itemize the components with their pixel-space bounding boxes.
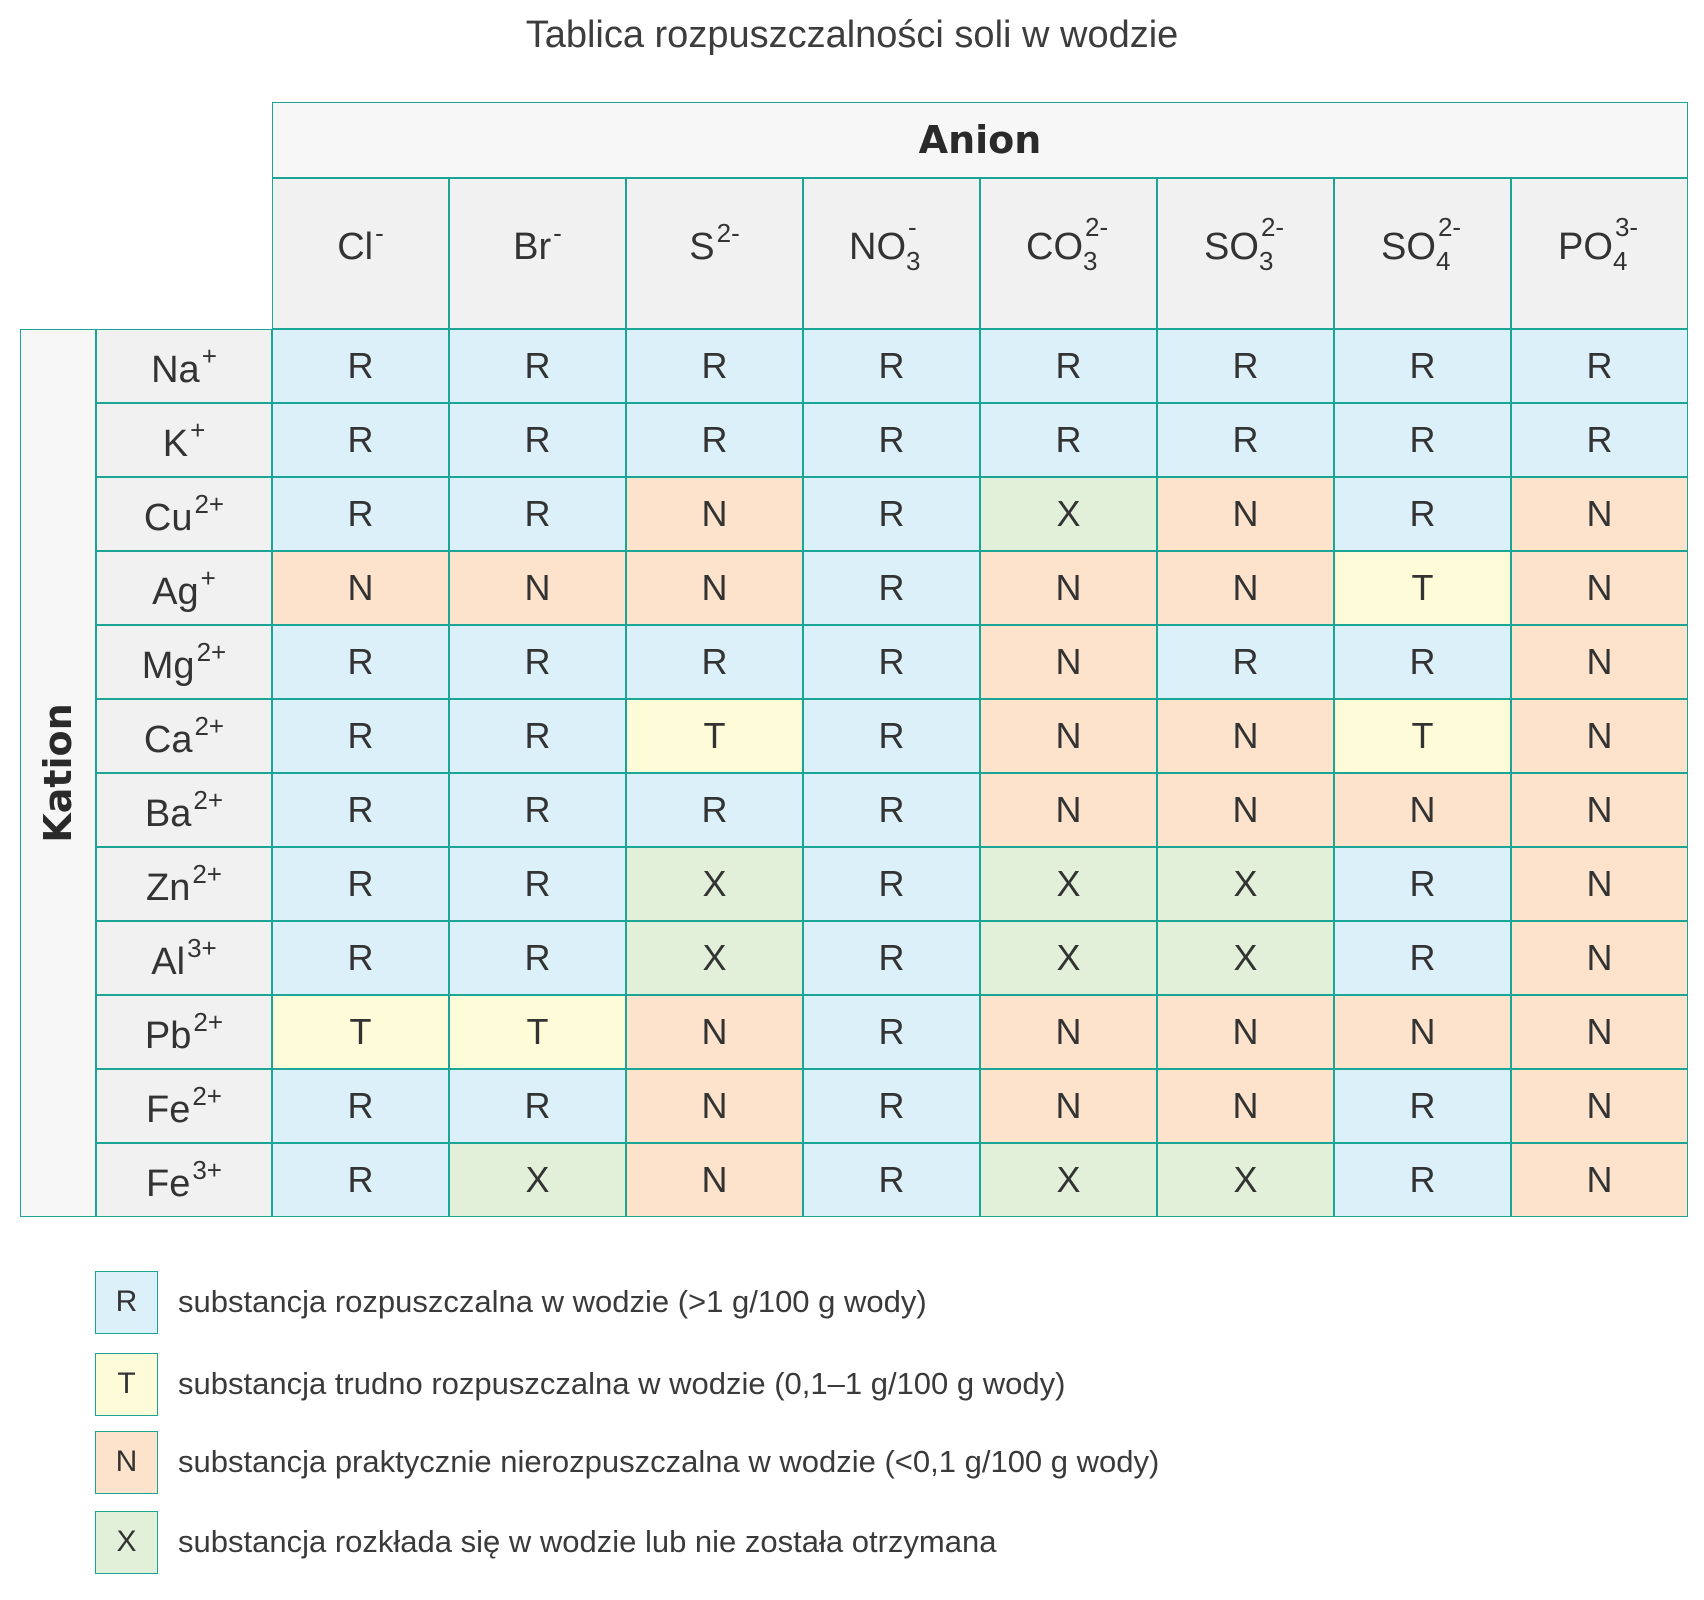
table-cell: R <box>803 773 980 847</box>
table-cell: N <box>1511 551 1688 625</box>
table-cell: R <box>449 477 626 551</box>
cation-base: Cu <box>143 496 193 539</box>
table-cell: T <box>1334 551 1511 625</box>
table-cell: X <box>980 1143 1157 1217</box>
anion-base: NO <box>849 226 906 268</box>
anion-charge: 3- <box>1614 212 1639 242</box>
anion-base: Br <box>513 226 552 268</box>
table-cell: T <box>272 995 449 1069</box>
table-cell: R <box>272 477 449 551</box>
table-cell: R <box>1334 403 1511 477</box>
cation-charge: 2+ <box>192 858 222 889</box>
anion-formula <box>689 218 740 269</box>
table-cell: R <box>803 1069 980 1143</box>
table-cell: R <box>449 403 626 477</box>
table-cell: R <box>803 847 980 921</box>
table-cell: R <box>272 847 449 921</box>
cation-header-cell <box>96 1069 272 1143</box>
cation-formula <box>145 1080 222 1132</box>
anion-formula <box>337 218 384 269</box>
anion-formula <box>849 212 934 276</box>
table-cell: R <box>272 699 449 773</box>
table-cell: X <box>1157 921 1334 995</box>
cation-charge: 2+ <box>192 1080 222 1111</box>
anion-charge: 2- <box>1437 212 1462 242</box>
table-cell: R <box>272 1069 449 1143</box>
table-cell: R <box>449 1069 626 1143</box>
anion-subscript: 4 <box>1612 246 1628 276</box>
table-cell: R <box>272 329 449 403</box>
table-cell: X <box>980 477 1157 551</box>
table-cell: N <box>1511 921 1688 995</box>
table-cell: R <box>626 625 803 699</box>
table-cell: R <box>626 329 803 403</box>
cation-base: Ca <box>143 718 193 761</box>
anion-formula <box>1381 212 1464 276</box>
table-cell: R <box>1511 403 1688 477</box>
table-cell: N <box>980 625 1157 699</box>
table-cell: R <box>272 625 449 699</box>
table-cell: R <box>1334 329 1511 403</box>
anion-charge-stack <box>906 212 934 276</box>
cation-base: Ba <box>144 792 192 835</box>
cation-header-cell <box>96 625 272 699</box>
table-cell: T <box>449 995 626 1069</box>
cation-formula <box>145 1154 222 1206</box>
cation-charge: 2+ <box>194 710 225 741</box>
cation-formula <box>151 932 217 984</box>
table-cell: N <box>626 1069 803 1143</box>
cation-header-cell <box>96 551 272 625</box>
legend-item <box>95 1510 996 1574</box>
legend-swatch: X <box>95 1511 158 1574</box>
table-cell: X <box>980 847 1157 921</box>
anion-header-cell <box>449 178 626 329</box>
cation-charge: 3+ <box>192 1154 222 1185</box>
table-cell: N <box>1157 1069 1334 1143</box>
legend-item <box>95 1430 1159 1494</box>
table-cell: R <box>1511 329 1688 403</box>
cation-charge: 3+ <box>187 932 217 963</box>
cation-formula <box>152 562 216 614</box>
cation-header-cell <box>96 329 272 403</box>
cation-formula <box>162 414 206 466</box>
table-cell: N <box>1511 1143 1688 1217</box>
cation-charge: 2+ <box>193 1006 224 1037</box>
legend-description: substancja rozkłada się w wodzie lub nie została otrzymana <box>178 1524 997 1559</box>
legend-description: substancja trudno rozpuszczalna w wodzie (0,1–1 g/100 g wody) <box>178 1366 1066 1401</box>
table-cell: N <box>1157 551 1334 625</box>
table-cell: N <box>1157 995 1334 1069</box>
anion-header-cell <box>1334 178 1511 329</box>
cation-header-cell <box>96 699 272 773</box>
table-cell: R <box>1334 1143 1511 1217</box>
anion-subscript: 3 <box>906 246 921 276</box>
table-cell: R <box>803 995 980 1069</box>
legend-description: substancja praktycznie nierozpuszczalna w wodzie (<0,1 g/100 g wody) <box>178 1444 1160 1479</box>
table-cell: R <box>1334 625 1511 699</box>
cation-base: Ag <box>152 570 199 613</box>
table-cell: N <box>1334 773 1511 847</box>
table-cell: N <box>980 699 1157 773</box>
legend-item <box>95 1270 927 1334</box>
cation-base: Al <box>151 940 186 983</box>
anion-charge: 2- <box>1260 212 1285 242</box>
table-cell: N <box>1334 995 1511 1069</box>
anion-charge-stack <box>1612 212 1641 276</box>
cation-charge: + <box>200 562 216 593</box>
table-cell: N <box>626 995 803 1069</box>
cation-header-cell <box>96 995 272 1069</box>
anion-base: SO <box>1204 226 1259 268</box>
table-cell: R <box>449 699 626 773</box>
table-cell: N <box>272 551 449 625</box>
anion-charge: 2- <box>1085 212 1109 242</box>
anion-subscript: 3 <box>1083 246 1098 276</box>
anion-base: Cl <box>337 226 374 268</box>
table-cell: R <box>626 773 803 847</box>
cation-base: Zn <box>145 866 191 909</box>
anion-charge: 2- <box>716 218 740 248</box>
cation-base: Fe <box>145 1162 191 1205</box>
table-cell: T <box>1334 699 1511 773</box>
anion-charge-stack <box>1083 212 1111 276</box>
cation-header-cell <box>96 477 272 551</box>
table-cell: N <box>1511 995 1688 1069</box>
cation-header-cell <box>96 403 272 477</box>
cation-base: Pb <box>144 1014 192 1057</box>
anion-formula <box>1026 212 1111 276</box>
table-cell: R <box>803 699 980 773</box>
table-cell: R <box>1334 921 1511 995</box>
cation-formula <box>144 784 224 836</box>
table-cell: N <box>1511 1069 1688 1143</box>
table-cell: X <box>626 921 803 995</box>
cation-formula <box>151 340 217 392</box>
anion-header-cell <box>1511 178 1688 329</box>
table-cell: X <box>449 1143 626 1217</box>
table-cell: N <box>980 773 1157 847</box>
legend-swatch: R <box>95 1271 158 1334</box>
table-cell: N <box>1511 773 1688 847</box>
cation-base: K <box>162 422 189 465</box>
page-title: Tablica rozpuszczalności soli w wodzie <box>525 14 1179 56</box>
anion-subscript: 3 <box>1258 246 1274 276</box>
anion-charge-stack <box>1435 212 1464 276</box>
cation-formula <box>143 710 225 762</box>
table-cell: N <box>980 995 1157 1069</box>
table-cell: X <box>1157 847 1334 921</box>
anion-charge: - <box>553 218 562 248</box>
anion-header <box>272 102 1688 178</box>
table-cell: X <box>980 921 1157 995</box>
table-cell: R <box>803 625 980 699</box>
anion-formula <box>1204 212 1287 276</box>
table-cell: R <box>803 477 980 551</box>
table-cell: R <box>626 403 803 477</box>
cation-charge: + <box>201 340 217 371</box>
cation-charge: 2+ <box>193 784 224 815</box>
cation-charge: 2+ <box>196 636 227 667</box>
table-cell: R <box>449 773 626 847</box>
table-cell: R <box>803 403 980 477</box>
table-cell: N <box>626 551 803 625</box>
anion-charge: - <box>908 212 917 242</box>
table-cell: N <box>1511 625 1688 699</box>
table-cell: R <box>803 329 980 403</box>
table-cell: N <box>1511 847 1688 921</box>
cation-formula <box>144 1006 224 1058</box>
cation-charge: 2+ <box>194 488 225 519</box>
table-cell: N <box>1511 699 1688 773</box>
table-cell: X <box>1157 1143 1334 1217</box>
anion-header-cell <box>626 178 803 329</box>
cation-header-cell <box>96 773 272 847</box>
table-cell: R <box>1334 1069 1511 1143</box>
anion-subscript: 4 <box>1435 246 1451 276</box>
table-cell: X <box>626 847 803 921</box>
table-cell: R <box>1334 477 1511 551</box>
cation-formula <box>141 636 227 688</box>
table-cell: N <box>626 1143 803 1217</box>
anion-base: S <box>689 226 715 268</box>
anion-base: PO <box>1558 226 1613 268</box>
cation-base: Na <box>151 348 200 391</box>
table-cell: N <box>626 477 803 551</box>
table-cell: R <box>272 773 449 847</box>
cation-base: Fe <box>145 1088 191 1131</box>
cation-base: Mg <box>141 644 195 687</box>
anion-header-cell <box>803 178 980 329</box>
anion-header-cell <box>272 178 449 329</box>
cation-formula <box>143 488 225 540</box>
table-cell: R <box>449 921 626 995</box>
table-cell: R <box>1334 847 1511 921</box>
legend-item <box>95 1352 1065 1416</box>
table-cell: R <box>803 1143 980 1217</box>
table-cell: R <box>1157 625 1334 699</box>
table-cell: R <box>1157 403 1334 477</box>
table-cell: N <box>1157 477 1334 551</box>
legend-description: substancja rozpuszczalna w wodzie (>1 g/100 g wody) <box>178 1284 927 1319</box>
table-cell: R <box>1157 329 1334 403</box>
anion-formula <box>513 218 562 269</box>
anion-charge-stack <box>1258 212 1287 276</box>
anion-formula <box>1558 212 1641 276</box>
kation-label: Kation <box>36 703 80 843</box>
anion-base: CO <box>1026 226 1083 268</box>
anion-label: Anion <box>918 118 1042 162</box>
table-cell: R <box>449 847 626 921</box>
table-cell: R <box>272 921 449 995</box>
legend-swatch: T <box>95 1353 158 1416</box>
table-cell: T <box>626 699 803 773</box>
table-cell: N <box>1157 773 1334 847</box>
anion-header-cell <box>1157 178 1334 329</box>
table-cell: R <box>449 329 626 403</box>
table-cell: N <box>449 551 626 625</box>
table-cell: N <box>980 1069 1157 1143</box>
cation-header-cell <box>96 921 272 995</box>
anion-base: SO <box>1381 226 1436 268</box>
anion-header-cell <box>980 178 1157 329</box>
cation-charge: + <box>190 414 206 445</box>
table-cell: N <box>1157 699 1334 773</box>
anion-charge: - <box>375 218 384 248</box>
table-cell: N <box>980 551 1157 625</box>
cation-header-cell <box>96 847 272 921</box>
table-cell: R <box>449 625 626 699</box>
table-cell: R <box>980 403 1157 477</box>
table-cell: N <box>1511 477 1688 551</box>
table-cell: R <box>803 921 980 995</box>
cation-formula <box>145 858 222 910</box>
table-cell: R <box>980 329 1157 403</box>
table-cell: R <box>272 1143 449 1217</box>
table-cell: R <box>803 551 980 625</box>
legend-swatch: N <box>95 1431 158 1494</box>
cation-header-cell <box>96 1143 272 1217</box>
table-cell: R <box>272 403 449 477</box>
